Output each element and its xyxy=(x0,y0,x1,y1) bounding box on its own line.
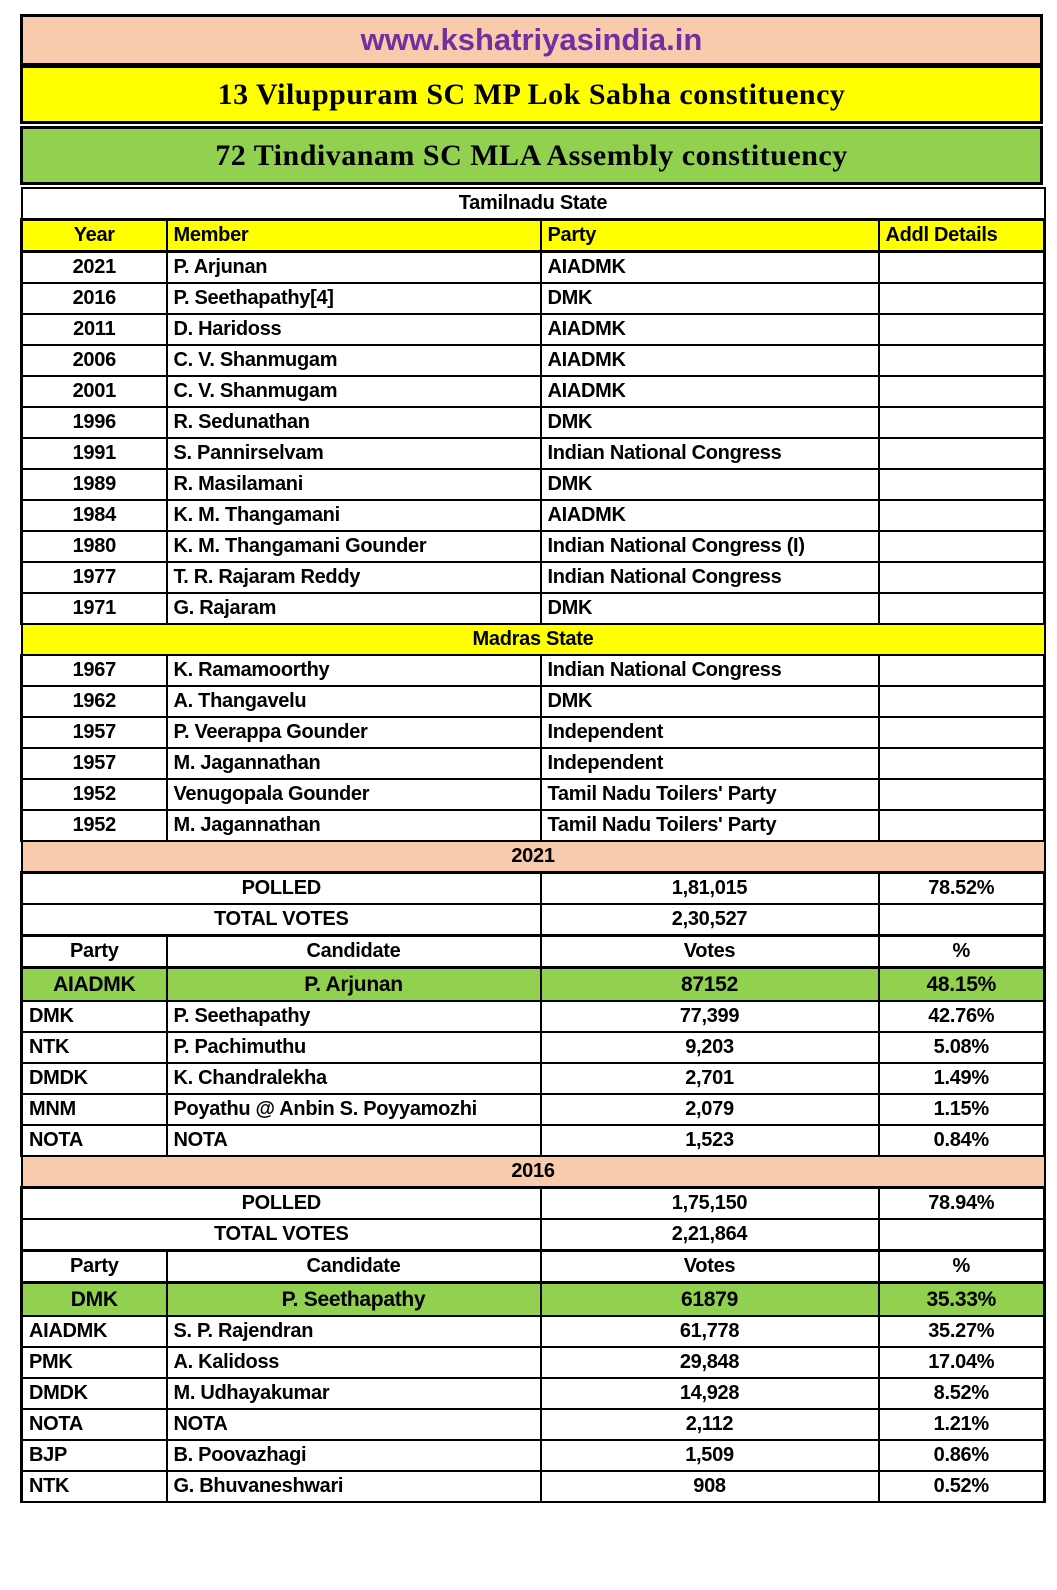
member-row-1957-b xyxy=(22,748,1045,779)
col-header-party: Party xyxy=(541,220,879,252)
lok-sabha-title: 13 Viluppuram SC MP Lok Sabha constituency xyxy=(217,77,846,111)
winner-party: DMK xyxy=(22,1283,167,1317)
member-name: P. Arjunan xyxy=(167,252,541,284)
col-header-percent: % xyxy=(879,936,1045,968)
total-votes-row-2016 xyxy=(22,1219,1045,1251)
polled-row-2021 xyxy=(22,873,1045,905)
member-party: Indian National Congress xyxy=(541,562,879,593)
member-name: S. Pannirselvam xyxy=(167,438,541,469)
member-party: Tamil Nadu Toilers' Party xyxy=(541,779,879,810)
madras-state-banner: Madras State xyxy=(22,624,1045,655)
member-name: C. V. Shanmugam xyxy=(167,376,541,407)
year-2021-banner-row xyxy=(22,841,1045,873)
assembly-title-banner xyxy=(20,126,1043,185)
member-addl xyxy=(879,438,1045,469)
winner-row-2016 xyxy=(22,1283,1045,1317)
col-header-party: Party xyxy=(22,936,167,968)
total-votes-value: 2,21,864 xyxy=(541,1219,879,1251)
col-header-candidate: Candidate xyxy=(167,1251,541,1283)
total-votes-percent xyxy=(879,1219,1045,1251)
results-header-row-2016 xyxy=(22,1251,1045,1283)
result-candidate: M. Udhayakumar xyxy=(167,1378,541,1409)
member-year: 2016 xyxy=(22,283,167,314)
winner-percent: 48.15% xyxy=(879,968,1045,1002)
member-name: K. M. Thangamani Gounder xyxy=(167,531,541,562)
member-row-1984 xyxy=(22,500,1045,531)
result-percent: 17.04% xyxy=(879,1347,1045,1378)
result-row xyxy=(22,1378,1045,1409)
lok-sabha-title-banner xyxy=(20,65,1043,124)
result-votes: 2,079 xyxy=(541,1094,879,1125)
member-addl xyxy=(879,748,1045,779)
result-candidate: K. Chandralekha xyxy=(167,1063,541,1094)
polled-label: POLLED xyxy=(22,873,541,905)
year-2016-banner-row xyxy=(22,1156,1045,1188)
member-name: A. Thangavelu xyxy=(167,686,541,717)
member-row-1952-b xyxy=(22,810,1045,841)
result-candidate: S. P. Rajendran xyxy=(167,1316,541,1347)
winner-party: AIADMK xyxy=(22,968,167,1002)
member-row-1957-a xyxy=(22,717,1045,748)
member-addl xyxy=(879,531,1045,562)
result-party: DMDK xyxy=(22,1063,167,1094)
polled-votes: 1,75,150 xyxy=(541,1188,879,1220)
result-percent: 0.52% xyxy=(879,1471,1045,1502)
result-votes: 2,112 xyxy=(541,1409,879,1440)
member-addl xyxy=(879,469,1045,500)
result-candidate: G. Bhuvaneshwari xyxy=(167,1471,541,1502)
member-year: 1952 xyxy=(22,779,167,810)
total-votes-percent xyxy=(879,904,1045,936)
tamilnadu-state-banner: Tamilnadu State xyxy=(22,188,1045,220)
member-addl xyxy=(879,314,1045,345)
member-party: AIADMK xyxy=(541,314,879,345)
site-url-banner xyxy=(20,14,1043,66)
result-votes: 61,778 xyxy=(541,1316,879,1347)
col-header-votes: Votes xyxy=(541,1251,879,1283)
polled-percent: 78.52% xyxy=(879,873,1045,905)
member-name: C. V. Shanmugam xyxy=(167,345,541,376)
result-party: BJP xyxy=(22,1440,167,1471)
member-row-1967 xyxy=(22,655,1045,686)
result-candidate: NOTA xyxy=(167,1125,541,1156)
site-url: www.kshatriyasindia.in xyxy=(360,22,703,57)
assembly-title: 72 Tindivanam SC MLA Assembly constituency xyxy=(215,138,848,172)
result-votes: 14,928 xyxy=(541,1378,879,1409)
member-year: 2021 xyxy=(22,252,167,284)
result-party: NTK xyxy=(22,1032,167,1063)
col-header-year: Year xyxy=(22,220,167,252)
result-percent: 1.21% xyxy=(879,1409,1045,1440)
member-row-2021 xyxy=(22,252,1045,284)
result-row xyxy=(22,1440,1045,1471)
member-row-2001 xyxy=(22,376,1045,407)
member-row-1991 xyxy=(22,438,1045,469)
result-party: MNM xyxy=(22,1094,167,1125)
member-row-1952-a xyxy=(22,779,1045,810)
col-header-party: Party xyxy=(22,1251,167,1283)
member-name: R. Masilamani xyxy=(167,469,541,500)
result-votes: 1,523 xyxy=(541,1125,879,1156)
result-percent: 8.52% xyxy=(879,1378,1045,1409)
winner-percent: 35.33% xyxy=(879,1283,1045,1317)
result-votes: 77,399 xyxy=(541,1001,879,1032)
member-name: G. Rajaram xyxy=(167,593,541,624)
result-row xyxy=(22,1409,1045,1440)
member-year: 1967 xyxy=(22,655,167,686)
member-row-1977 xyxy=(22,562,1045,593)
result-row xyxy=(22,1063,1045,1094)
member-year: 1980 xyxy=(22,531,167,562)
member-addl xyxy=(879,345,1045,376)
polled-percent: 78.94% xyxy=(879,1188,1045,1220)
total-votes-label: TOTAL VOTES xyxy=(22,1219,541,1251)
col-header-candidate: Candidate xyxy=(167,936,541,968)
result-candidate: NOTA xyxy=(167,1409,541,1440)
member-party: AIADMK xyxy=(541,252,879,284)
member-party: Indian National Congress xyxy=(541,655,879,686)
member-party: DMK xyxy=(541,686,879,717)
member-row-1971 xyxy=(22,593,1045,624)
member-party: DMK xyxy=(541,407,879,438)
member-addl xyxy=(879,252,1045,284)
member-year: 1952 xyxy=(22,810,167,841)
total-votes-label: TOTAL VOTES xyxy=(22,904,541,936)
member-party: Tamil Nadu Toilers' Party xyxy=(541,810,879,841)
result-percent: 1.49% xyxy=(879,1063,1045,1094)
member-addl xyxy=(879,717,1045,748)
result-percent: 35.27% xyxy=(879,1316,1045,1347)
member-addl xyxy=(879,376,1045,407)
member-name: M. Jagannathan xyxy=(167,810,541,841)
polled-row-2016 xyxy=(22,1188,1045,1220)
result-row xyxy=(22,1125,1045,1156)
result-percent: 42.76% xyxy=(879,1001,1045,1032)
result-candidate: A. Kalidoss xyxy=(167,1347,541,1378)
member-year: 2011 xyxy=(22,314,167,345)
member-addl xyxy=(879,686,1045,717)
member-name: K. Ramamoorthy xyxy=(167,655,541,686)
polled-label: POLLED xyxy=(22,1188,541,1220)
member-year: 1957 xyxy=(22,748,167,779)
member-year: 1996 xyxy=(22,407,167,438)
result-percent: 5.08% xyxy=(879,1032,1045,1063)
result-party: NOTA xyxy=(22,1125,167,1156)
member-year: 1984 xyxy=(22,500,167,531)
member-party: Indian National Congress xyxy=(541,438,879,469)
result-candidate: Poyathu @ Anbin S. Poyyamozhi xyxy=(167,1094,541,1125)
col-header-percent: % xyxy=(879,1251,1045,1283)
member-party: AIADMK xyxy=(541,376,879,407)
winner-candidate: P. Seethapathy xyxy=(167,1283,541,1317)
result-row xyxy=(22,1094,1045,1125)
member-addl xyxy=(879,407,1045,438)
member-name: P. Seethapathy[4] xyxy=(167,283,541,314)
result-party: NTK xyxy=(22,1471,167,1502)
col-header-votes: Votes xyxy=(541,936,879,968)
winner-candidate: P. Arjunan xyxy=(167,968,541,1002)
member-party: AIADMK xyxy=(541,345,879,376)
member-addl xyxy=(879,779,1045,810)
member-row-1962 xyxy=(22,686,1045,717)
madras-state-banner-row xyxy=(22,624,1045,655)
member-name: R. Sedunathan xyxy=(167,407,541,438)
result-row xyxy=(22,1001,1045,1032)
result-party: DMK xyxy=(22,1001,167,1032)
result-votes: 908 xyxy=(541,1471,879,1502)
member-name: P. Veerappa Gounder xyxy=(167,717,541,748)
member-row-2006 xyxy=(22,345,1045,376)
member-year: 2001 xyxy=(22,376,167,407)
member-row-1996 xyxy=(22,407,1045,438)
result-candidate: B. Poovazhagi xyxy=(167,1440,541,1471)
col-header-member: Member xyxy=(167,220,541,252)
result-row xyxy=(22,1471,1045,1502)
year-2021-banner: 2021 xyxy=(22,841,1045,873)
result-percent: 0.86% xyxy=(879,1440,1045,1471)
winner-votes: 87152 xyxy=(541,968,879,1002)
member-party: Independent xyxy=(541,748,879,779)
members-header-row xyxy=(22,220,1045,252)
result-percent: 1.15% xyxy=(879,1094,1045,1125)
result-row xyxy=(22,1032,1045,1063)
member-party: DMK xyxy=(541,283,879,314)
total-votes-row-2021 xyxy=(22,904,1045,936)
member-addl xyxy=(879,283,1045,314)
member-party: DMK xyxy=(541,469,879,500)
polled-votes: 1,81,015 xyxy=(541,873,879,905)
member-row-2011 xyxy=(22,314,1045,345)
member-addl xyxy=(879,593,1045,624)
result-votes: 29,848 xyxy=(541,1347,879,1378)
member-addl xyxy=(879,500,1045,531)
result-party: NOTA xyxy=(22,1409,167,1440)
result-row xyxy=(22,1316,1045,1347)
member-addl xyxy=(879,655,1045,686)
member-party: DMK xyxy=(541,593,879,624)
result-party: PMK xyxy=(22,1347,167,1378)
result-party: DMDK xyxy=(22,1378,167,1409)
member-party: Independent xyxy=(541,717,879,748)
winner-votes: 61879 xyxy=(541,1283,879,1317)
member-name: D. Haridoss xyxy=(167,314,541,345)
member-row-1980 xyxy=(22,531,1045,562)
tamilnadu-state-banner-row xyxy=(22,188,1045,220)
member-row-2016 xyxy=(22,283,1045,314)
member-name: M. Jagannathan xyxy=(167,748,541,779)
total-votes-value: 2,30,527 xyxy=(541,904,879,936)
result-candidate: P. Pachimuthu xyxy=(167,1032,541,1063)
result-candidate: P. Seethapathy xyxy=(167,1001,541,1032)
member-year: 1957 xyxy=(22,717,167,748)
member-year: 1977 xyxy=(22,562,167,593)
year-2016-banner: 2016 xyxy=(22,1156,1045,1188)
member-addl xyxy=(879,810,1045,841)
main-table xyxy=(20,187,1046,1503)
member-name: K. M. Thangamani xyxy=(167,500,541,531)
member-row-1989 xyxy=(22,469,1045,500)
result-votes: 9,203 xyxy=(541,1032,879,1063)
member-party: Indian National Congress (I) xyxy=(541,531,879,562)
member-year: 1971 xyxy=(22,593,167,624)
member-year: 1991 xyxy=(22,438,167,469)
result-party: AIADMK xyxy=(22,1316,167,1347)
result-votes: 1,509 xyxy=(541,1440,879,1471)
member-name: Venugopala Gounder xyxy=(167,779,541,810)
member-name: T. R. Rajaram Reddy xyxy=(167,562,541,593)
member-addl xyxy=(879,562,1045,593)
result-percent: 0.84% xyxy=(879,1125,1045,1156)
winner-row-2021 xyxy=(22,968,1045,1002)
member-year: 1962 xyxy=(22,686,167,717)
result-row xyxy=(22,1347,1045,1378)
result-votes: 2,701 xyxy=(541,1063,879,1094)
results-header-row-2021 xyxy=(22,936,1045,968)
member-year: 2006 xyxy=(22,345,167,376)
member-party: AIADMK xyxy=(541,500,879,531)
member-year: 1989 xyxy=(22,469,167,500)
col-header-addl-details: Addl Details xyxy=(879,220,1045,252)
